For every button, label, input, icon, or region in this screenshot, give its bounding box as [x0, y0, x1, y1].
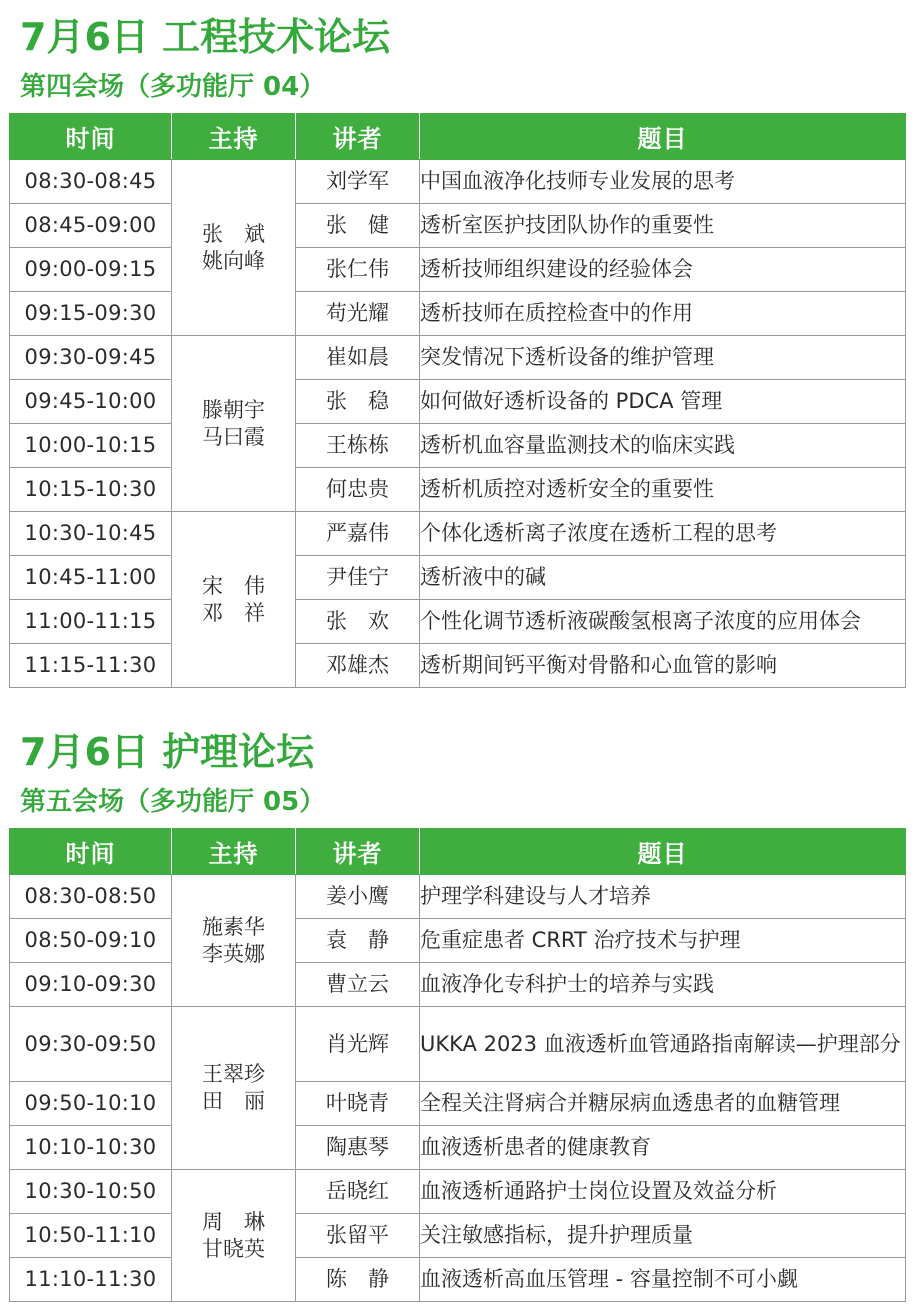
topic-cell: 关注敏感指标，提升护理质量 — [420, 1214, 906, 1258]
topic-cell: 透析期间钙平衡对骨骼和心血管的影响 — [420, 644, 906, 688]
time-cell: 10:15-10:30 — [10, 468, 172, 512]
table-row — [10, 1214, 906, 1258]
speaker-cell: 肖光辉 — [296, 1007, 420, 1082]
speaker-cell: 何忠贵 — [296, 468, 420, 512]
venue-title: 第四会场（多功能厅 04） — [20, 72, 326, 102]
host-name: 宋 伟 — [202, 573, 265, 598]
topic-cell: 突发情况下透析设备的维护管理 — [420, 336, 906, 380]
topic-cell: 个性化调节透析液碳酸氢根离子浓度的应用体会 — [420, 600, 906, 644]
topic-cell: 透析液中的碱 — [420, 556, 906, 600]
table-header-row — [10, 114, 906, 160]
speaker-cell: 曹立云 — [296, 963, 420, 1007]
column-header-topic: 题目 — [420, 829, 906, 875]
host-name: 马曰霞 — [202, 424, 265, 449]
time-cell: 10:50-11:10 — [10, 1214, 172, 1258]
table-row — [10, 600, 906, 644]
speaker-cell: 姜小鹰 — [296, 875, 420, 919]
speaker-cell: 尹佳宁 — [296, 556, 420, 600]
column-header-time: 时间 — [10, 114, 172, 160]
speaker-cell: 张 欢 — [296, 600, 420, 644]
host-name: 滕朝宇 — [202, 397, 265, 422]
speaker-cell: 袁 静 — [296, 919, 420, 963]
table-row — [10, 336, 906, 380]
table-row — [10, 963, 906, 1007]
table-row — [10, 875, 906, 919]
host-name: 张 斌 — [202, 221, 265, 246]
table-row — [10, 512, 906, 556]
speaker-cell: 陶惠琴 — [296, 1126, 420, 1170]
column-header-host: 主持 — [172, 114, 296, 160]
time-cell: 10:30-10:50 — [10, 1170, 172, 1214]
host-cell — [172, 1170, 296, 1302]
host-cell — [172, 875, 296, 1007]
table-row — [10, 204, 906, 248]
speaker-cell: 王栋栋 — [296, 424, 420, 468]
speaker-cell: 叶晓青 — [296, 1082, 420, 1126]
time-cell: 09:10-09:30 — [10, 963, 172, 1007]
column-header-host: 主持 — [172, 829, 296, 875]
column-header-speaker: 讲者 — [296, 829, 420, 875]
time-cell: 10:45-11:00 — [10, 556, 172, 600]
topic-cell: 中国血液净化技师专业发展的思考 — [420, 160, 906, 204]
schedule-table — [9, 828, 906, 1302]
topic-cell: 透析机血容量监测技术的临床实践 — [420, 424, 906, 468]
host-name: 姚向峰 — [202, 248, 265, 273]
time-cell: 09:50-10:10 — [10, 1082, 172, 1126]
host-name: 田 丽 — [202, 1089, 265, 1113]
topic-cell: 血液透析患者的健康教育 — [420, 1126, 906, 1170]
host-cell — [172, 512, 296, 688]
topic-cell: 如何做好透析设备的 PDCA 管理 — [420, 380, 906, 424]
host-name: 邓 祥 — [202, 600, 265, 625]
table-row — [10, 468, 906, 512]
venue-title: 第五会场（多功能厅 05） — [20, 787, 326, 817]
table-row — [10, 919, 906, 963]
table-header-row — [10, 829, 906, 875]
time-cell: 09:00-09:15 — [10, 248, 172, 292]
host-name: 王翠珍 — [202, 1062, 265, 1086]
column-header-speaker: 讲者 — [296, 114, 420, 160]
host-name: 施素华 — [202, 914, 265, 939]
topic-cell: 透析室医护技团队协作的重要性 — [420, 204, 906, 248]
speaker-cell: 陈 静 — [296, 1258, 420, 1302]
host-cell — [172, 1007, 296, 1170]
table-row — [10, 160, 906, 204]
topic-cell: 个体化透析离子浓度在透析工程的思考 — [420, 512, 906, 556]
host-name: 甘晓英 — [202, 1236, 265, 1261]
table-row — [10, 1007, 906, 1082]
topic-cell: 透析技师组织建设的经验体会 — [420, 248, 906, 292]
time-cell: 09:45-10:00 — [10, 380, 172, 424]
speaker-cell: 严嘉伟 — [296, 512, 420, 556]
time-cell: 09:30-09:45 — [10, 336, 172, 380]
topic-cell: UKKA 2023 血液透析血管通路指南解读—护理部分 — [420, 1007, 906, 1082]
table-row — [10, 380, 906, 424]
speaker-cell: 张留平 — [296, 1214, 420, 1258]
speaker-cell: 张仁伟 — [296, 248, 420, 292]
table-row — [10, 248, 906, 292]
time-cell: 10:00-10:15 — [10, 424, 172, 468]
host-cell — [172, 336, 296, 512]
time-cell: 11:00-11:15 — [10, 600, 172, 644]
host-cell — [172, 160, 296, 336]
time-cell: 09:15-09:30 — [10, 292, 172, 336]
time-cell: 09:30-09:50 — [10, 1007, 172, 1082]
speaker-cell: 崔如晨 — [296, 336, 420, 380]
time-cell: 08:30-08:50 — [10, 875, 172, 919]
topic-cell: 血液透析高血压管理 - 容量控制不可小觑 — [420, 1258, 906, 1302]
table-row — [10, 556, 906, 600]
forum-title: 7月6日 工程技术论坛 — [20, 15, 391, 59]
time-cell: 11:10-11:30 — [10, 1258, 172, 1302]
speaker-cell: 苟光耀 — [296, 292, 420, 336]
topic-cell: 全程关注肾病合并糖尿病血透患者的血糖管理 — [420, 1082, 906, 1126]
topic-cell: 护理学科建设与人才培养 — [420, 875, 906, 919]
time-cell: 10:10-10:30 — [10, 1126, 172, 1170]
topic-cell: 危重症患者 CRRT 治疗技术与护理 — [420, 919, 906, 963]
time-cell: 08:50-09:10 — [10, 919, 172, 963]
topic-cell: 血液透析通路护士岗位设置及效益分析 — [420, 1170, 906, 1214]
speaker-cell: 张 稳 — [296, 380, 420, 424]
speaker-cell: 岳晓红 — [296, 1170, 420, 1214]
table-row — [10, 1170, 906, 1214]
table-row — [10, 644, 906, 688]
table-row — [10, 424, 906, 468]
time-cell: 11:15-11:30 — [10, 644, 172, 688]
forum-title: 7月6日 护理论坛 — [20, 730, 315, 774]
table-row — [10, 1258, 906, 1302]
speaker-cell: 邓雄杰 — [296, 644, 420, 688]
table-row — [10, 1082, 906, 1126]
table-row — [10, 1126, 906, 1170]
speaker-cell: 张 健 — [296, 204, 420, 248]
time-cell: 08:30-08:45 — [10, 160, 172, 204]
schedule-table — [9, 113, 906, 688]
column-header-time: 时间 — [10, 829, 172, 875]
time-cell: 10:30-10:45 — [10, 512, 172, 556]
table-row — [10, 292, 906, 336]
time-cell: 08:45-09:00 — [10, 204, 172, 248]
speaker-cell: 刘学军 — [296, 160, 420, 204]
host-name: 李英娜 — [202, 941, 265, 966]
host-name: 周 琳 — [202, 1209, 265, 1234]
column-header-topic: 题目 — [420, 114, 906, 160]
topic-cell: 透析机质控对透析安全的重要性 — [420, 468, 906, 512]
topic-cell: 透析技师在质控检查中的作用 — [420, 292, 906, 336]
topic-cell: 血液净化专科护士的培养与实践 — [420, 963, 906, 1007]
